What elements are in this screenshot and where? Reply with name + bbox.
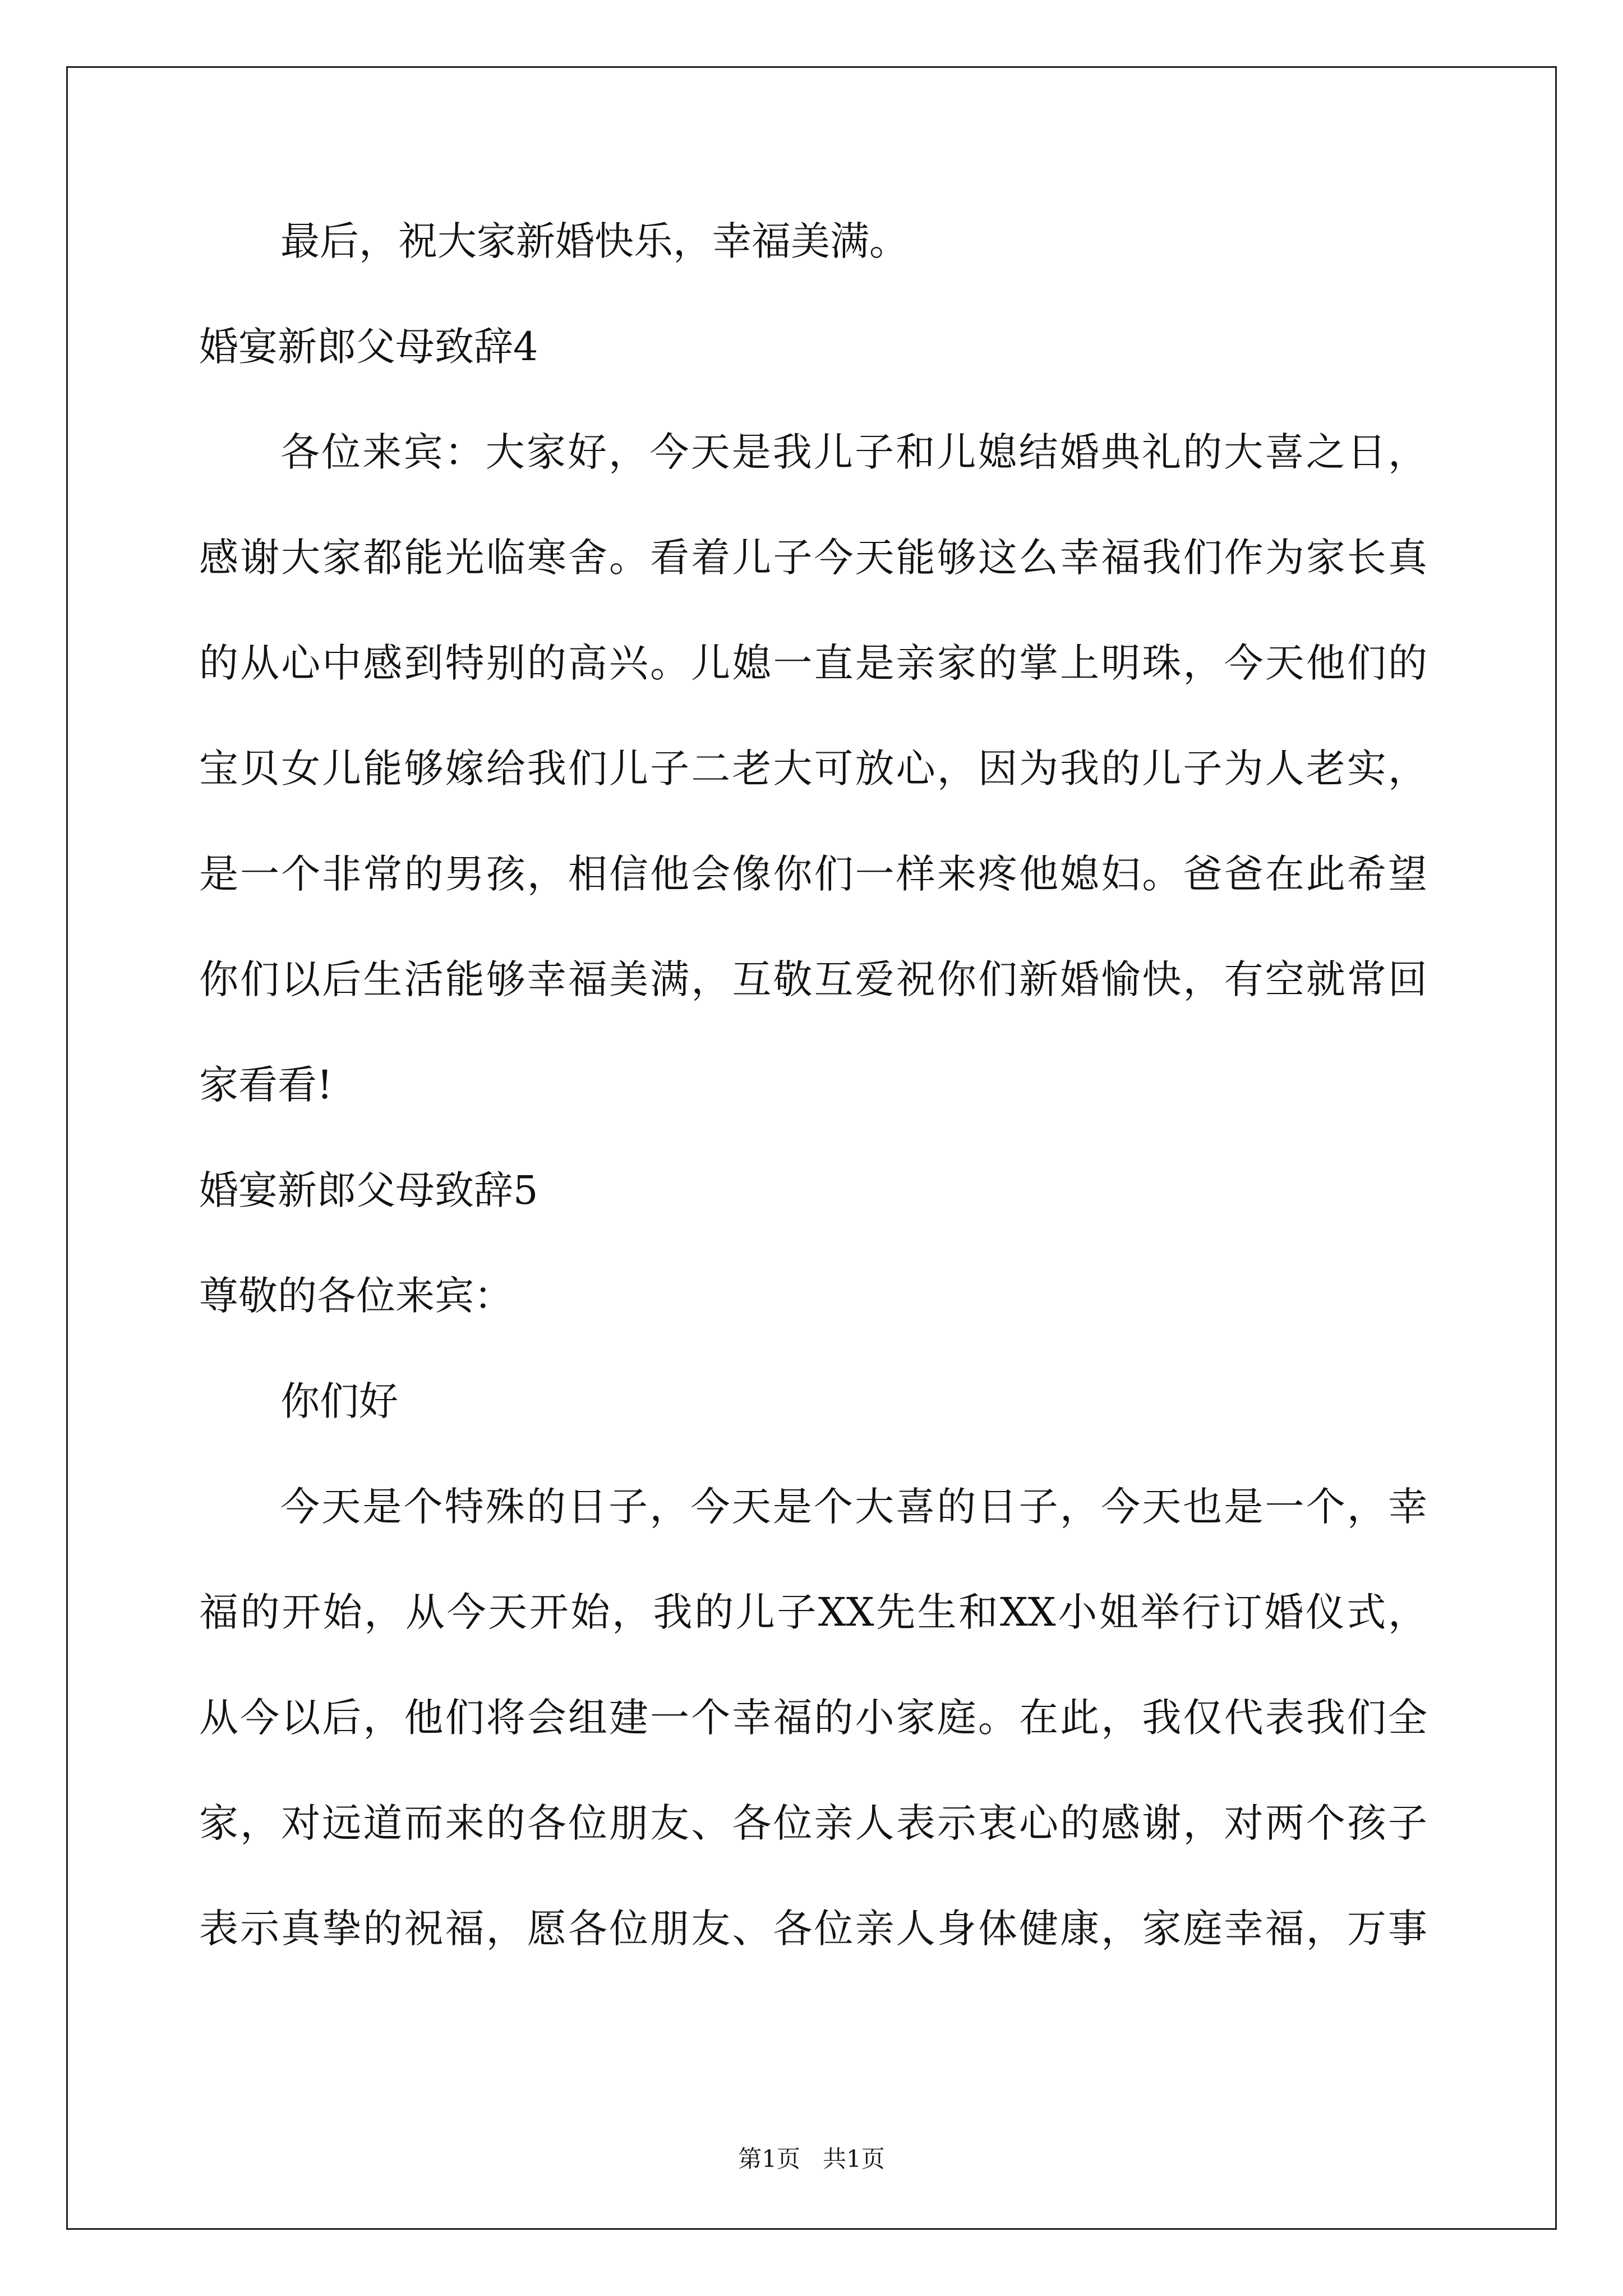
paragraph-line-5: 的从心中感到特别的高兴。儿媳一直是亲家的掌上明珠，今天他们的 [199,640,1427,686]
paragraph-line-9: 家看看! [199,1062,333,1108]
section-heading-5: 婚宴新郎父母致辞5 [199,1167,538,1213]
paragraph-line-7: 是一个非常的男孩，相信他会像你们一样来疼他媳妇。爸爸在此希望 [199,851,1427,897]
page-footer: 第1页 共1页 [738,2145,885,2173]
paragraph-line-4: 感谢大家都能光临寒舍。看着儿子今天能够这么幸福我们作为家长真 [199,535,1427,581]
paragraph-line-15: 从今以后，他们将会组建一个幸福的小家庭。在此，我仅代表我们全 [199,1695,1427,1741]
paragraph-line-6: 宝贝女儿能够嫁给我们儿子二老大可放心，因为我的儿子为人老实， [199,746,1427,792]
paragraph-line-14: 福的开始，从今天开始，我的儿子XX先生和XX小姐举行订婚仪式， [199,1589,1427,1635]
paragraph-line-17: 表示真挚的祝福，愿各位朋友、各位亲人身体健康，家庭幸福，万事 [199,1906,1427,1952]
salutation: 尊敬的各位来宾： [199,1273,513,1319]
paragraph-line-16: 家，对远道而来的各位朋友、各位亲人表示衷心的感谢，对两个孩子 [199,1800,1427,1846]
paragraph-line-1: 最后，祝大家新婚快乐，幸福美满。 [280,218,909,264]
paragraph-line-13: 今天是个特殊的日子，今天是个大喜的日子，今天也是一个，幸 [280,1484,1427,1530]
greeting: 你们好 [280,1378,398,1424]
document-body [199,218,1427,2014]
section-heading-4: 婚宴新郎父母致辞4 [199,324,538,370]
paragraph-line-8: 你们以后生活能够幸福美满，互敬互爱祝你们新婚愉快，有空就常回 [199,956,1427,1002]
paragraph-line-3: 各位来宾：大家好，今天是我儿子和儿媳结婚典礼的大喜之日， [280,429,1427,475]
